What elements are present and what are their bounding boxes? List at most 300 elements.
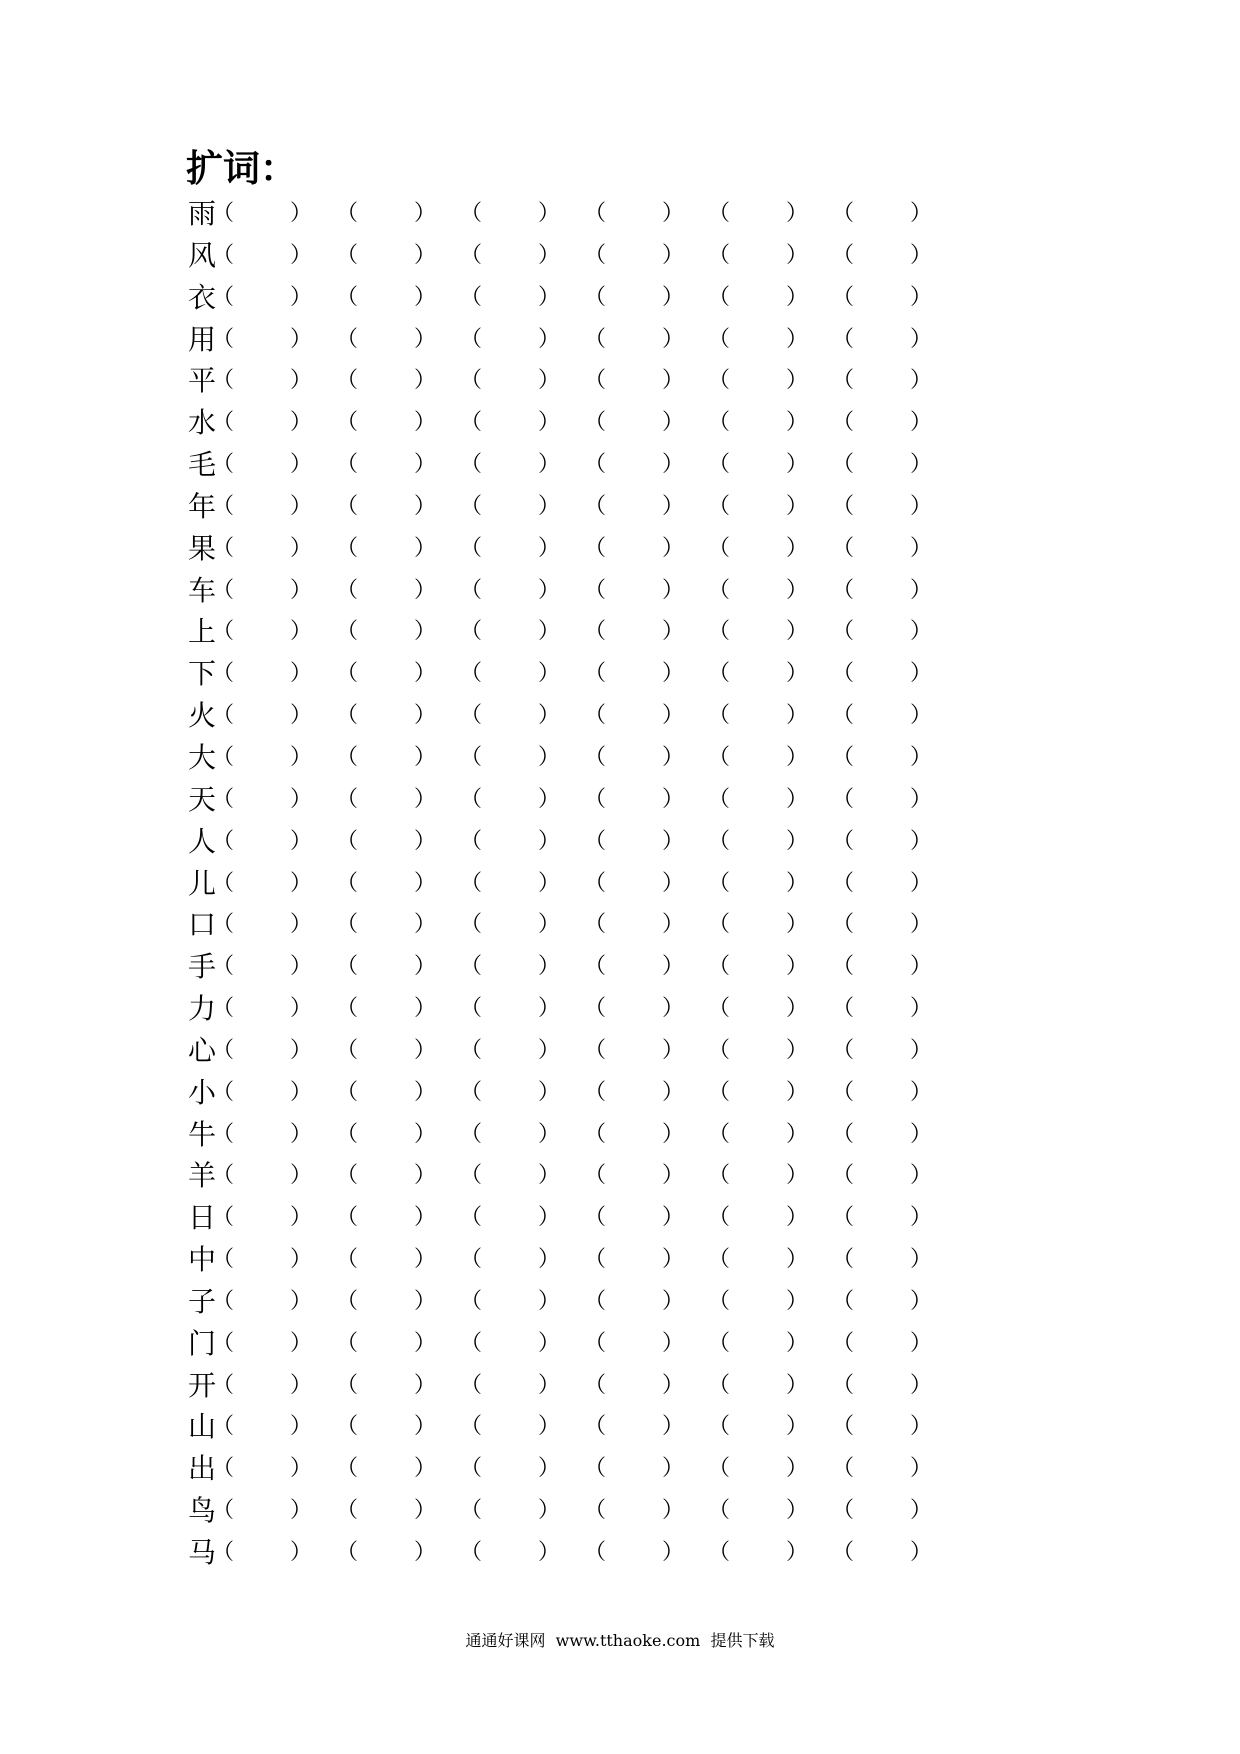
base-character: 衣 — [188, 280, 217, 314]
blank-open-paren: （ — [336, 661, 359, 687]
base-character: 子 — [188, 1284, 217, 1318]
blank-close-paren: ） — [786, 828, 809, 854]
word-row — [188, 740, 988, 782]
blank-close-paren: ） — [910, 1163, 933, 1189]
blank-open-paren: （ — [212, 1163, 235, 1189]
blank-open-paren: （ — [336, 1456, 359, 1482]
blank-close-paren: ） — [538, 535, 561, 561]
word-expansion-list — [188, 196, 988, 1577]
page-title: 扩词： — [186, 146, 297, 190]
word-row — [188, 489, 988, 531]
blank-close-paren: ） — [290, 828, 313, 854]
blank-close-paren: ） — [910, 954, 933, 980]
blank-close-paren: ） — [910, 1414, 933, 1440]
blank-open-paren: （ — [708, 201, 731, 226]
blank-open-paren: （ — [460, 535, 483, 561]
blank-open-paren: （ — [460, 1037, 483, 1063]
blank-close-paren: ） — [910, 912, 933, 938]
blank-open-paren: （ — [584, 1372, 607, 1398]
blank-close-paren: ） — [414, 452, 437, 478]
blank-close-paren: ） — [290, 410, 313, 436]
blank-close-paren: ） — [910, 242, 933, 268]
blank-open-paren: （ — [212, 1247, 235, 1273]
blank-open-paren: （ — [832, 1288, 855, 1314]
blank-close-paren: ） — [662, 1456, 685, 1482]
blank-open-paren: （ — [212, 1456, 235, 1482]
blank-open-paren: （ — [832, 703, 855, 729]
word-row — [188, 1535, 988, 1577]
blank-close-paren: ） — [662, 493, 685, 519]
word-row — [188, 1033, 988, 1075]
footer-text: 通通好课网 www.tthaoke.com 提供下载 — [465, 1631, 775, 1650]
blank-open-paren: （ — [460, 1121, 483, 1147]
blank-open-paren: （ — [832, 1205, 855, 1231]
base-character: 人 — [188, 824, 217, 858]
word-row — [188, 1326, 988, 1368]
blank-close-paren: ） — [538, 1288, 561, 1314]
blank-open-paren: （ — [336, 1498, 359, 1524]
blank-close-paren: ） — [786, 786, 809, 812]
blank-open-paren: （ — [584, 201, 607, 226]
base-character: 上 — [188, 615, 217, 649]
blank-close-paren: ） — [290, 1372, 313, 1398]
blank-open-paren: （ — [832, 996, 855, 1022]
blank-open-paren: （ — [832, 744, 855, 770]
blank-close-paren: ） — [414, 1372, 437, 1398]
blank-close-paren: ） — [414, 912, 437, 938]
blank-close-paren: ） — [910, 1121, 933, 1147]
blank-close-paren: ） — [414, 828, 437, 854]
blank-close-paren: ） — [662, 744, 685, 770]
blank-open-paren: （ — [832, 1498, 855, 1524]
blank-close-paren: ） — [662, 996, 685, 1022]
blank-close-paren: ） — [662, 619, 685, 645]
blank-close-paren: ） — [414, 1456, 437, 1482]
blank-open-paren: （ — [832, 786, 855, 812]
blank-close-paren: ） — [414, 493, 437, 519]
blank-open-paren: （ — [708, 535, 731, 561]
blank-close-paren: ） — [910, 786, 933, 812]
blank-close-paren: ） — [414, 1205, 437, 1231]
blank-close-paren: ） — [538, 661, 561, 687]
base-character: 出 — [188, 1452, 217, 1486]
blank-open-paren: （ — [336, 786, 359, 812]
blank-close-paren: ） — [662, 242, 685, 268]
blank-open-paren: （ — [584, 1121, 607, 1147]
blank-open-paren: （ — [708, 619, 731, 645]
blank-close-paren: ） — [290, 1079, 313, 1105]
blank-open-paren: （ — [336, 1247, 359, 1273]
blank-close-paren: ） — [290, 1121, 313, 1147]
blank-close-paren: ） — [538, 996, 561, 1022]
blank-close-paren: ） — [786, 1079, 809, 1105]
blank-close-paren: ） — [786, 744, 809, 770]
word-row — [188, 1242, 988, 1284]
blank-close-paren: ） — [786, 1540, 809, 1565]
blank-close-paren: ） — [538, 1079, 561, 1105]
blank-open-paren: （ — [336, 619, 359, 645]
blank-close-paren: ） — [414, 410, 437, 436]
blank-open-paren: （ — [212, 1037, 235, 1063]
word-row — [188, 656, 988, 698]
blank-close-paren: ） — [290, 535, 313, 561]
base-character: 心 — [188, 1033, 217, 1067]
blank-close-paren: ） — [290, 996, 313, 1022]
blank-open-paren: （ — [584, 744, 607, 770]
blank-close-paren: ） — [786, 242, 809, 268]
blank-close-paren: ） — [414, 1414, 437, 1440]
blank-open-paren: （ — [212, 1288, 235, 1314]
blank-open-paren: （ — [460, 1414, 483, 1440]
blank-close-paren: ） — [786, 661, 809, 687]
blank-close-paren: ） — [910, 284, 933, 310]
blank-open-paren: （ — [584, 786, 607, 812]
word-row — [188, 907, 988, 949]
blank-open-paren: （ — [832, 870, 855, 896]
blank-open-paren: （ — [336, 577, 359, 603]
blank-close-paren: ） — [786, 1498, 809, 1524]
blank-open-paren: （ — [336, 828, 359, 854]
blank-open-paren: （ — [460, 828, 483, 854]
blank-close-paren: ） — [538, 786, 561, 812]
blank-open-paren: （ — [832, 201, 855, 226]
blank-close-paren: ） — [662, 954, 685, 980]
blank-open-paren: （ — [460, 870, 483, 896]
blank-open-paren: （ — [708, 786, 731, 812]
blank-open-paren: （ — [584, 577, 607, 603]
blank-close-paren: ） — [538, 284, 561, 310]
blank-close-paren: ） — [290, 1330, 313, 1356]
blank-close-paren: ） — [414, 1037, 437, 1063]
base-character: 鸟 — [188, 1494, 217, 1528]
base-character: 用 — [188, 322, 217, 356]
base-character: 牛 — [188, 1117, 217, 1151]
blank-open-paren: （ — [708, 1414, 731, 1440]
blank-close-paren: ） — [786, 1205, 809, 1231]
blank-close-paren: ） — [910, 368, 933, 394]
blank-open-paren: （ — [336, 242, 359, 268]
base-character: 手 — [188, 950, 217, 984]
word-row — [188, 824, 988, 866]
blank-close-paren: ） — [910, 703, 933, 729]
blank-open-paren: （ — [832, 1540, 855, 1565]
blank-close-paren: ） — [538, 1247, 561, 1273]
blank-close-paren: ） — [290, 452, 313, 478]
blank-close-paren: ） — [290, 242, 313, 268]
blank-close-paren: ） — [290, 284, 313, 310]
blank-open-paren: （ — [460, 1330, 483, 1356]
blank-open-paren: （ — [212, 1498, 235, 1524]
blank-open-paren: （ — [584, 1456, 607, 1482]
blank-open-paren: （ — [584, 703, 607, 729]
blank-close-paren: ） — [414, 535, 437, 561]
blank-close-paren: ） — [290, 201, 313, 226]
blank-open-paren: （ — [708, 1456, 731, 1482]
blank-open-paren: （ — [708, 828, 731, 854]
blank-open-paren: （ — [212, 996, 235, 1022]
blank-open-paren: （ — [832, 828, 855, 854]
blank-open-paren: （ — [584, 1540, 607, 1565]
word-row — [188, 1200, 988, 1242]
blank-open-paren: （ — [584, 1037, 607, 1063]
blank-open-paren: （ — [832, 577, 855, 603]
blank-close-paren: ） — [538, 493, 561, 519]
blank-open-paren: （ — [832, 1414, 855, 1440]
base-character: 平 — [188, 364, 217, 398]
blank-close-paren: ） — [414, 786, 437, 812]
blank-open-paren: （ — [708, 912, 731, 938]
blank-open-paren: （ — [832, 1372, 855, 1398]
blank-close-paren: ） — [290, 1414, 313, 1440]
blank-open-paren: （ — [336, 996, 359, 1022]
word-row — [188, 447, 988, 489]
blank-close-paren: ） — [910, 1247, 933, 1273]
word-row — [188, 1451, 988, 1493]
blank-close-paren: ） — [786, 452, 809, 478]
blank-open-paren: （ — [708, 1037, 731, 1063]
blank-open-paren: （ — [584, 828, 607, 854]
blank-close-paren: ） — [662, 1037, 685, 1063]
blank-open-paren: （ — [336, 1121, 359, 1147]
blank-close-paren: ） — [538, 242, 561, 268]
blank-close-paren: ） — [662, 326, 685, 352]
blank-close-paren: ） — [910, 744, 933, 770]
blank-close-paren: ） — [662, 284, 685, 310]
blank-open-paren: （ — [212, 661, 235, 687]
blank-open-paren: （ — [708, 1540, 731, 1565]
word-row — [188, 573, 988, 615]
base-character: 雨 — [188, 197, 217, 230]
base-character: 毛 — [188, 448, 217, 482]
word-row — [188, 1409, 988, 1451]
blank-close-paren: ） — [786, 1288, 809, 1314]
blank-close-paren: ） — [290, 912, 313, 938]
blank-open-paren: （ — [832, 493, 855, 519]
blank-close-paren: ） — [662, 912, 685, 938]
base-character: 车 — [188, 573, 217, 607]
blank-close-paren: ） — [662, 1372, 685, 1398]
base-character: 日 — [188, 1201, 217, 1235]
blank-open-paren: （ — [584, 954, 607, 980]
blank-close-paren: ） — [538, 1205, 561, 1231]
blank-close-paren: ） — [786, 954, 809, 980]
blank-close-paren: ） — [910, 996, 933, 1022]
blank-open-paren: （ — [212, 828, 235, 854]
blank-open-paren: （ — [832, 1037, 855, 1063]
blank-open-paren: （ — [708, 493, 731, 519]
blank-close-paren: ） — [662, 1540, 685, 1565]
blank-close-paren: ） — [910, 1205, 933, 1231]
blank-open-paren: （ — [336, 1288, 359, 1314]
blank-close-paren: ） — [662, 1414, 685, 1440]
blank-open-paren: （ — [212, 1079, 235, 1105]
blank-close-paren: ） — [662, 828, 685, 854]
blank-close-paren: ） — [786, 1330, 809, 1356]
blank-close-paren: ） — [290, 577, 313, 603]
blank-close-paren: ） — [538, 954, 561, 980]
blank-open-paren: （ — [336, 1372, 359, 1398]
blank-open-paren: （ — [460, 1498, 483, 1524]
blank-open-paren: （ — [212, 284, 235, 310]
blank-close-paren: ） — [290, 1205, 313, 1231]
blank-open-paren: （ — [460, 452, 483, 478]
blank-close-paren: ） — [290, 1540, 313, 1565]
blank-open-paren: （ — [708, 368, 731, 394]
blank-close-paren: ） — [786, 1121, 809, 1147]
blank-open-paren: （ — [832, 1330, 855, 1356]
blank-close-paren: ） — [538, 1540, 561, 1565]
blank-close-paren: ） — [290, 1247, 313, 1273]
base-character: 开 — [188, 1368, 217, 1402]
blank-close-paren: ） — [662, 786, 685, 812]
blank-close-paren: ） — [290, 619, 313, 645]
blank-close-paren: ） — [910, 870, 933, 896]
blank-close-paren: ） — [662, 1121, 685, 1147]
blank-open-paren: （ — [708, 1205, 731, 1231]
blank-close-paren: ） — [662, 1247, 685, 1273]
blank-close-paren: ） — [786, 577, 809, 603]
blank-open-paren: （ — [832, 410, 855, 436]
blank-open-paren: （ — [832, 954, 855, 980]
blank-open-paren: （ — [832, 1163, 855, 1189]
blank-open-paren: （ — [708, 870, 731, 896]
blank-close-paren: ） — [290, 1288, 313, 1314]
blank-open-paren: （ — [336, 201, 359, 226]
blank-close-paren: ） — [538, 744, 561, 770]
blank-close-paren: ） — [662, 1205, 685, 1231]
blank-close-paren: ） — [414, 1288, 437, 1314]
blank-close-paren: ） — [910, 1037, 933, 1063]
blank-close-paren: ） — [290, 1498, 313, 1524]
blank-open-paren: （ — [584, 1414, 607, 1440]
blank-open-paren: （ — [708, 452, 731, 478]
blank-open-paren: （ — [584, 326, 607, 352]
blank-open-paren: （ — [708, 1372, 731, 1398]
blank-open-paren: （ — [584, 284, 607, 310]
blank-close-paren: ） — [538, 1498, 561, 1524]
base-character: 水 — [188, 406, 217, 440]
blank-close-paren: ） — [786, 1372, 809, 1398]
blank-close-paren: ） — [786, 1414, 809, 1440]
blank-close-paren: ） — [414, 954, 437, 980]
blank-close-paren: ） — [662, 535, 685, 561]
blank-open-paren: （ — [460, 661, 483, 687]
blank-close-paren: ） — [786, 284, 809, 310]
blank-open-paren: （ — [460, 954, 483, 980]
blank-open-paren: （ — [212, 201, 235, 226]
blank-close-paren: ） — [414, 368, 437, 394]
blank-close-paren: ） — [538, 1456, 561, 1482]
base-character: 马 — [188, 1536, 217, 1569]
word-row — [188, 698, 988, 740]
word-row — [188, 1493, 988, 1535]
blank-open-paren: （ — [460, 326, 483, 352]
blank-close-paren: ） — [290, 870, 313, 896]
blank-open-paren: （ — [708, 410, 731, 436]
blank-close-paren: ） — [414, 1330, 437, 1356]
blank-close-paren: ） — [910, 1079, 933, 1105]
base-character: 火 — [188, 699, 217, 733]
blank-open-paren: （ — [460, 201, 483, 226]
blank-open-paren: （ — [832, 619, 855, 645]
blank-close-paren: ） — [662, 368, 685, 394]
blank-open-paren: （ — [212, 452, 235, 478]
blank-close-paren: ） — [414, 1079, 437, 1105]
blank-close-paren: ） — [910, 1330, 933, 1356]
blank-close-paren: ） — [910, 661, 933, 687]
blank-close-paren: ） — [414, 577, 437, 603]
blank-close-paren: ） — [538, 577, 561, 603]
blank-open-paren: （ — [708, 744, 731, 770]
word-row — [188, 1368, 988, 1410]
blank-close-paren: ） — [786, 1456, 809, 1482]
blank-close-paren: ） — [538, 368, 561, 394]
blank-open-paren: （ — [708, 1163, 731, 1189]
blank-open-paren: （ — [336, 1540, 359, 1565]
blank-close-paren: ） — [662, 1288, 685, 1314]
blank-open-paren: （ — [212, 703, 235, 729]
blank-open-paren: （ — [336, 535, 359, 561]
base-character: 下 — [188, 657, 217, 691]
blank-open-paren: （ — [212, 493, 235, 519]
word-row — [188, 280, 988, 322]
blank-close-paren: ） — [910, 577, 933, 603]
blank-close-paren: ） — [662, 1163, 685, 1189]
blank-open-paren: （ — [460, 619, 483, 645]
blank-close-paren: ） — [414, 1540, 437, 1565]
word-row — [188, 238, 988, 280]
blank-open-paren: （ — [708, 1498, 731, 1524]
blank-open-paren: （ — [832, 284, 855, 310]
blank-open-paren: （ — [212, 410, 235, 436]
base-character: 山 — [188, 1410, 217, 1444]
blank-close-paren: ） — [910, 452, 933, 478]
blank-close-paren: ） — [414, 619, 437, 645]
blank-close-paren: ） — [290, 326, 313, 352]
blank-open-paren: （ — [584, 1205, 607, 1231]
blank-close-paren: ） — [662, 410, 685, 436]
blank-open-paren: （ — [336, 1037, 359, 1063]
blank-open-paren: （ — [212, 1121, 235, 1147]
base-character: 口 — [188, 908, 217, 942]
blank-close-paren: ） — [290, 661, 313, 687]
blank-close-paren: ） — [414, 201, 437, 226]
blank-open-paren: （ — [708, 1121, 731, 1147]
blank-close-paren: ） — [290, 493, 313, 519]
blank-open-paren: （ — [460, 1456, 483, 1482]
blank-open-paren: （ — [212, 326, 235, 352]
blank-open-paren: （ — [584, 1330, 607, 1356]
blank-close-paren: ） — [910, 1372, 933, 1398]
blank-open-paren: （ — [212, 744, 235, 770]
blank-open-paren: （ — [584, 1247, 607, 1273]
blank-open-paren: （ — [212, 577, 235, 603]
base-character: 年 — [188, 489, 217, 523]
blank-close-paren: ） — [910, 1498, 933, 1524]
word-row — [188, 614, 988, 656]
blank-close-paren: ） — [786, 410, 809, 436]
blank-close-paren: ） — [910, 1540, 933, 1565]
blank-close-paren: ） — [538, 452, 561, 478]
blank-open-paren: （ — [460, 786, 483, 812]
word-row — [188, 1158, 988, 1200]
base-character: 力 — [188, 992, 217, 1026]
blank-open-paren: （ — [584, 661, 607, 687]
base-character: 儿 — [188, 866, 217, 900]
blank-open-paren: （ — [212, 1330, 235, 1356]
blank-open-paren: （ — [460, 1205, 483, 1231]
blank-close-paren: ） — [786, 996, 809, 1022]
